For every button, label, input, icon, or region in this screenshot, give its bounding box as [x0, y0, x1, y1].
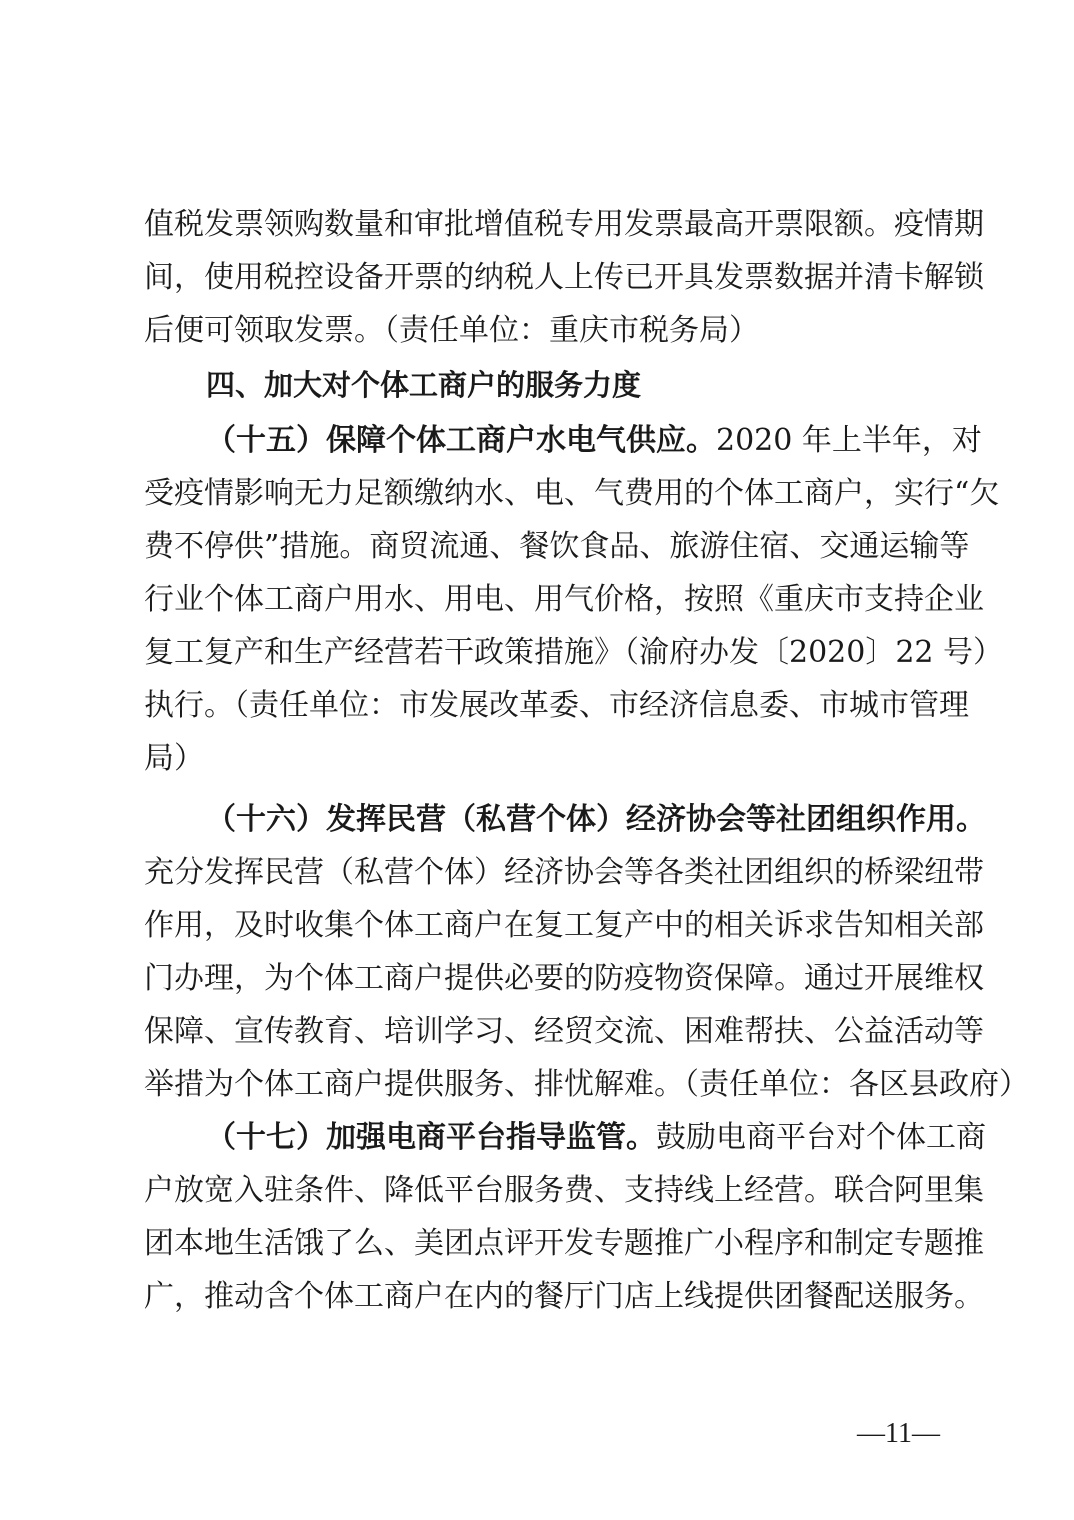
text-line: 复工复产和生产经营若干政策措施》（渝府办发〔2020〕22 号） [144, 635, 1004, 670]
item-15-title: （十五）保障个体工商户水电气供应。 [206, 423, 716, 458]
text-line: 值税发票领购数量和审批增值税专用发票最高开票限额。疫情期 [144, 207, 984, 242]
item-17-title: （十七）加强电商平台指导监管。 [206, 1120, 656, 1155]
text-line: 户放宽入驻条件、降低平台服务费、支持线上经营。联合阿里集 [144, 1173, 984, 1208]
text-line: 举措为个体工商户提供服务、排忧解难。（责任单位：各区县政府） [144, 1067, 1029, 1102]
item-15-first-line [144, 414, 982, 467]
item-17-first-rest: 鼓励电商平台对个体工商 [656, 1120, 986, 1155]
text-line: 门办理，为个体工商户提供必要的防疫物资保障。通过开展维权 [144, 961, 984, 996]
text-line: 受疫情影响无力足额缴纳水、电、气费用的个体工商户，实行“欠 [144, 476, 1000, 511]
text-line: 广，推动含个体工商户在内的餐厅门店上线提供团餐配送服务。 [144, 1279, 984, 1314]
item-15-first-rest: 2020 年上半年，对 [716, 423, 982, 458]
item-17-first-line [144, 1111, 986, 1164]
text-line: 充分发挥民营（私营个体）经济协会等各类社团组织的桥梁纽带 [144, 855, 984, 890]
text-line: 后便可领取发票。（责任单位：重庆市税务局） [144, 313, 759, 348]
text-line: 费不停供”措施。商贸流通、餐饮食品、旅游住宿、交通运输等 [144, 529, 970, 564]
document-body [144, 198, 1029, 1323]
text-line: 团本地生活饿了么、美团点评开发专题推广小程序和制定专题推 [144, 1226, 984, 1261]
text-line: 作用，及时收集个体工商户在复工复产中的相关诉求告知相关部 [144, 908, 984, 943]
text-line: 行业个体工商户用水、用电、用气价格，按照《重庆市支持企业 [144, 582, 984, 617]
text-line: 保障、宣传教育、培训学习、经贸交流、困难帮扶、公益活动等 [144, 1014, 984, 1049]
paragraph-intro [144, 198, 984, 357]
section-heading: 四、加大对个体工商户的服务力度 [206, 368, 642, 402]
item-16-title: （十六）发挥民营（私营个体）经济协会等社团组织作用。 [206, 802, 986, 837]
item-17 [144, 1111, 986, 1323]
item-15 [144, 414, 1004, 785]
text-line: 局） [144, 741, 204, 776]
item-16 [144, 793, 1029, 1111]
text-line: 间，使用税控设备开票的纳税人上传已开具发票数据并清卡解锁 [144, 260, 984, 295]
page-number: —11— [857, 1418, 940, 1449]
text-line: 执行。（责任单位：市发展改革委、市经济信息委、市城市管理 [144, 688, 969, 723]
